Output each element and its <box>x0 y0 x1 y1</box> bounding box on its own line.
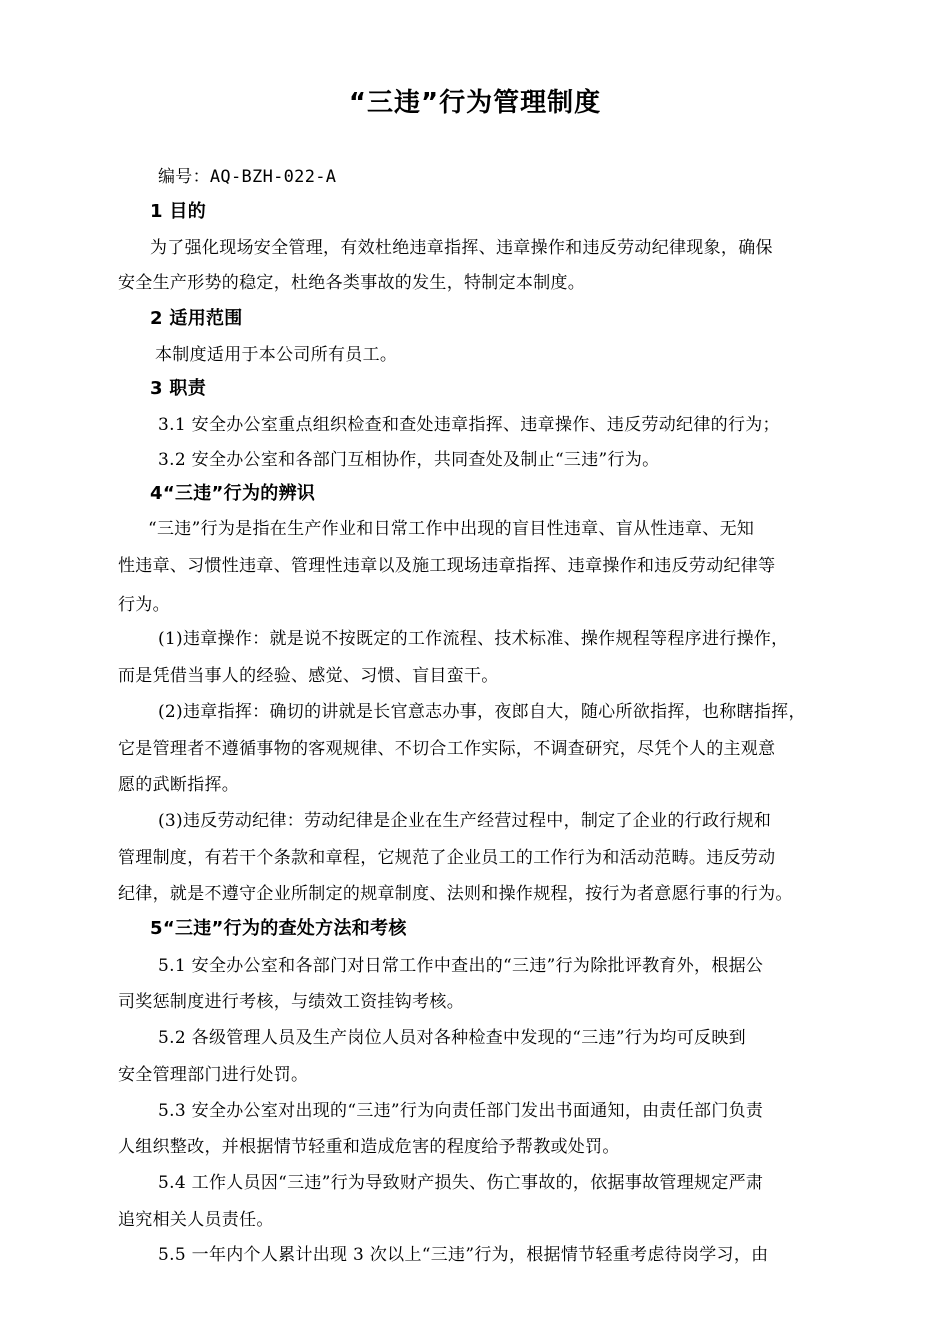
s5-p2-line-2: 安全管理部门进行处罚。 <box>118 1065 309 1085</box>
s4-p4-line-2: 管理制度，有若干个条款和章程，它规范了企业员工的工作行为和活动范畴。违反劳动 <box>118 848 776 868</box>
section-1-heading: 1 目的 <box>150 201 206 222</box>
s4-p3-line-2: 它是管理者不遵循事物的客观规律、不切合工作实际，不调查研究，尽凭个人的主观意 <box>118 739 776 759</box>
document-title: “三违”行为管理制度 <box>348 88 602 118</box>
s5-p4-line-2: 追究相关人员责任。 <box>118 1210 274 1230</box>
s4-p3-line-1: (2)违章指挥：确切的讲就是长官意志办事，夜郎自大，随心所欲指挥，也称瞎指挥， <box>158 702 806 722</box>
s5-p5-line-1: 5.5 一年内个人累计出现 3 次以上“三违”行为，根据情节轻重考虑待岗学习，由 <box>158 1245 769 1265</box>
s4-p4-line-3: 纪律，就是不遵守企业所制定的规章制度、法则和操作规程，按行为者意愿行事的行为。 <box>118 884 793 904</box>
section-4-heading: 4“三违”行为的辨识 <box>150 483 316 504</box>
s4-p4-line-1: (3)违反劳动纪律：劳动纪律是企业在生产经营过程中，制定了企业的行政行规和 <box>158 811 772 831</box>
s4-p1-line-2: 性违章、习惯性违章、管理性违章以及施工现场违章指挥、违章操作和违反劳动纪律等 <box>118 556 776 576</box>
s1-line-2: 安全生产形势的稳定，杜绝各类事故的发生，特制定本制度。 <box>118 273 586 293</box>
s1-line-1: 为了强化现场安全管理，有效杜绝违章指挥、违章操作和违反劳动纪律现象，确保 <box>150 238 773 258</box>
s5-p1-line-2: 司奖惩制度进行考核，与绩效工资挂钩考核。 <box>118 992 464 1012</box>
s2-line-1: 本制度适用于本公司所有员工。 <box>155 345 398 365</box>
s5-p3-line-1: 5.3 安全办公室对出现的“三违”行为向责任部门发出书面通知，由责任部门负责 <box>158 1101 764 1121</box>
s5-p2-line-1: 5.2 各级管理人员及生产岗位人员对各种检查中发现的“三违”行为均可反映到 <box>158 1028 746 1048</box>
s4-p2-line-2: 而是凭借当事人的经验、感觉、习惯、盲目蛮干。 <box>118 666 499 686</box>
s5-p4-line-1: 5.4 工作人员因“三违”行为导致财产损失、伤亡事故的，依据事故管理规定严肃 <box>158 1173 764 1193</box>
section-5-heading: 5“三违”行为的查处方法和考核 <box>150 918 407 939</box>
s3-line-2: 3.2 安全办公室和各部门互相协作，共同查处及制止“三违”行为。 <box>158 450 660 470</box>
s3-line-1: 3.1 安全办公室重点组织检查和查处违章指挥、违章操作、违反劳动纪律的行为； <box>158 415 780 435</box>
s4-p3-line-3: 愿的武断指挥。 <box>118 775 240 795</box>
doc-number: 编号：AQ-BZH-022-A <box>158 167 337 187</box>
s5-p3-line-2: 人组织整改，并根据情节轻重和造成危害的程度给予帮教或处罚。 <box>118 1137 620 1157</box>
s4-p1-line-1: “三违”行为是指在生产作业和日常工作中出现的盲目性违章、盲从性违章、无知 <box>148 519 755 539</box>
section-2-heading: 2 适用范围 <box>150 308 243 329</box>
section-3-heading: 3 职责 <box>150 378 206 399</box>
s4-p2-line-1: (1)违章操作：就是说不按既定的工作流程、技术标准、操作规程等程序进行操作， <box>158 629 789 649</box>
s4-p1-line-3: 行为。 <box>118 595 170 615</box>
s5-p1-line-1: 5.1 安全办公室和各部门对日常工作中查出的“三违”行为除批评教育外，根据公 <box>158 956 764 976</box>
